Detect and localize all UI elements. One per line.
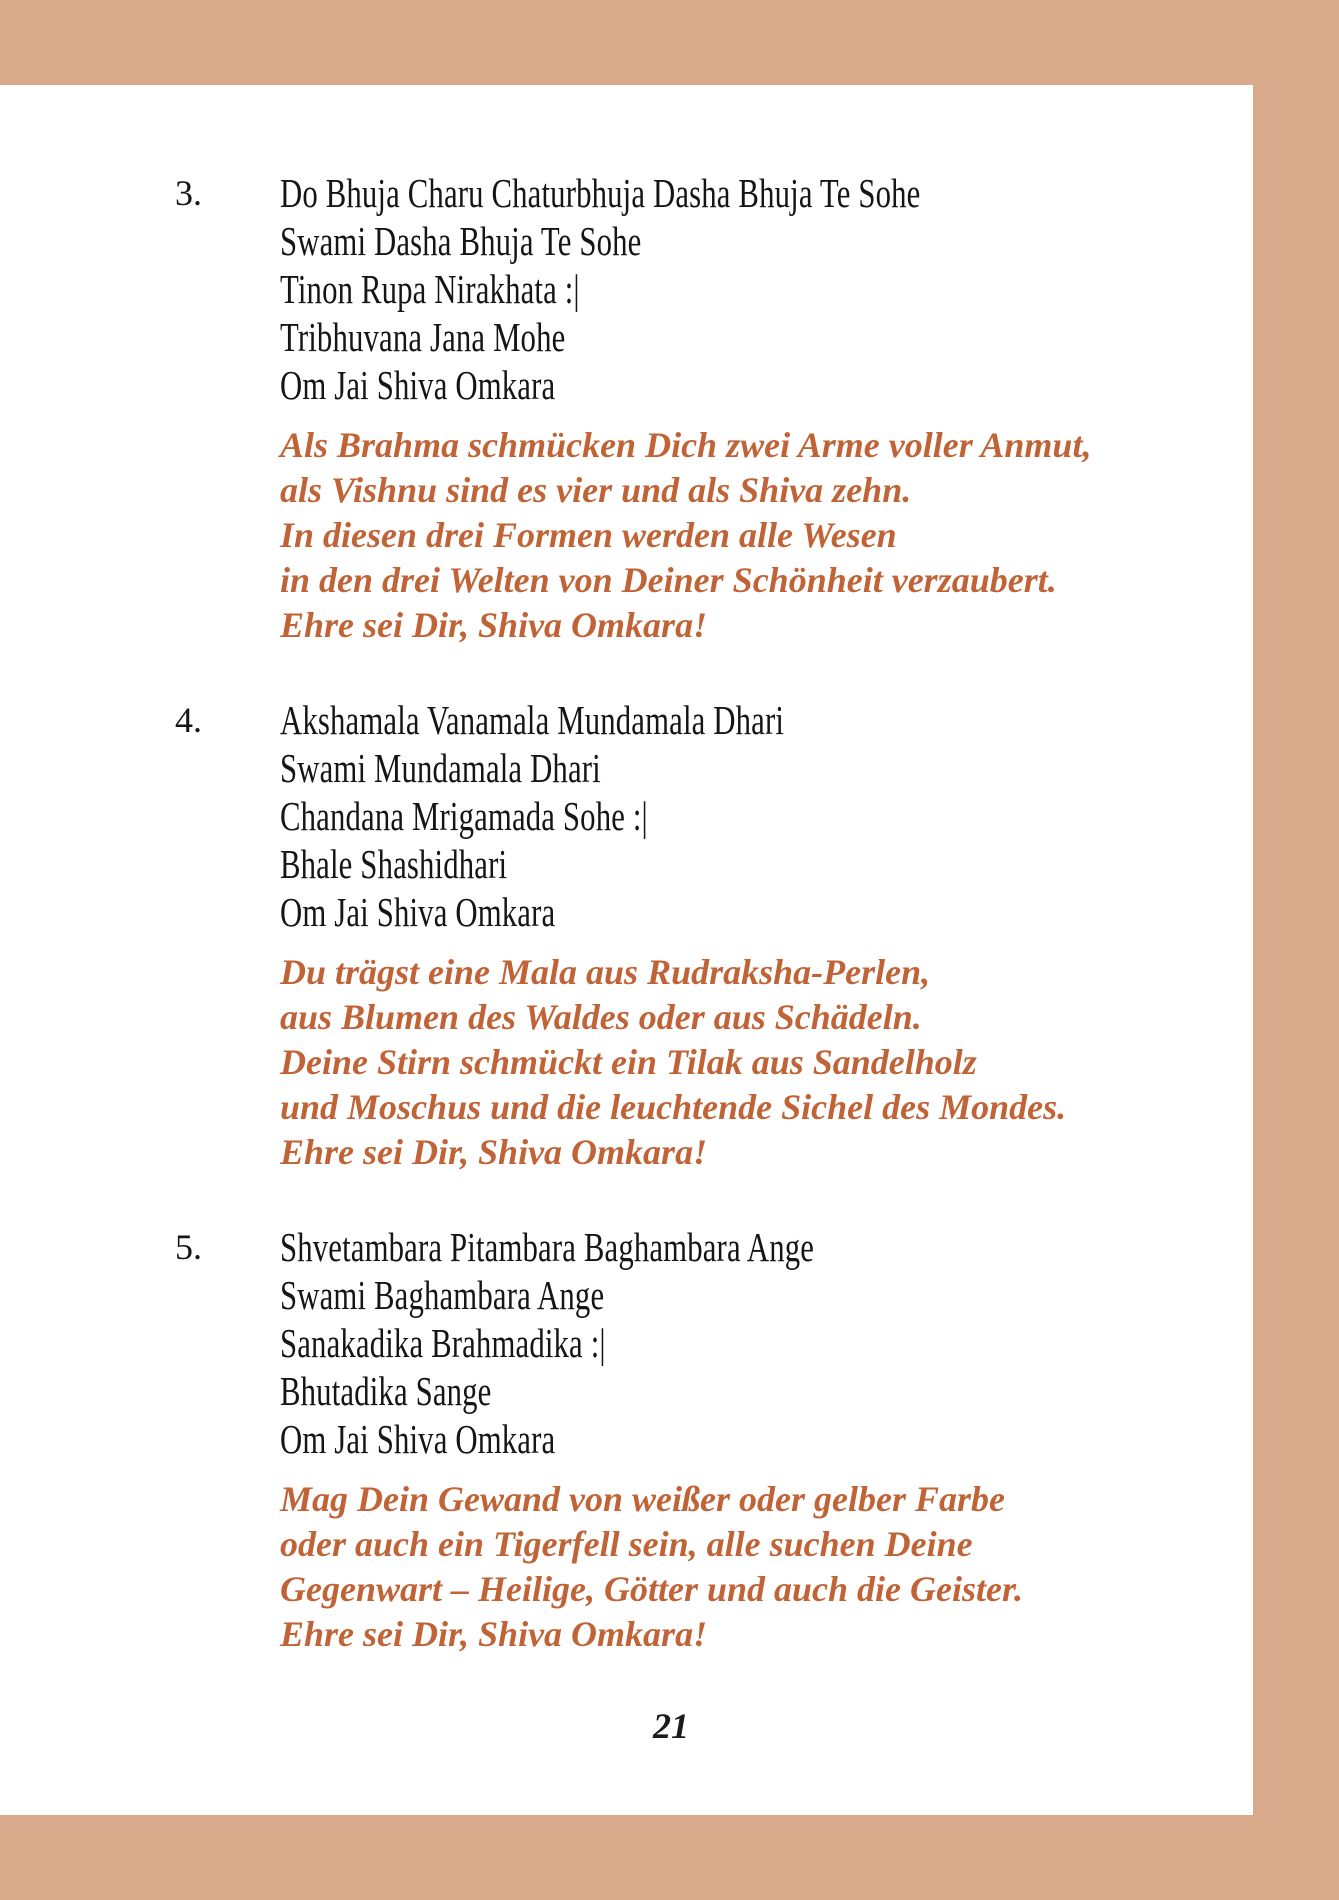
verse-line: Bhutadika Sange [280, 1368, 492, 1414]
page-number: 21 [653, 1706, 689, 1746]
translation-line: In diesen drei Formen werden alle Wesen [280, 515, 897, 555]
verse-3-lines [280, 169, 1254, 409]
verse-5 [0, 1223, 1254, 1463]
translation-line: Als Brahma schmücken Dich zwei Arme voller Anmut, [280, 425, 1092, 465]
verse-3-translation [0, 423, 1254, 648]
verse-line: Swami Mundamala Dhari [280, 745, 601, 791]
translation-line: aus Blumen des Waldes oder aus Schädeln. [280, 997, 922, 1037]
translation-line: Mag Dein Gewand von weißer oder gelber Farbe [280, 1479, 1005, 1519]
verse-line: Swami Dasha Bhuja Te Sohe [280, 218, 642, 264]
verse-3 [0, 169, 1254, 409]
translation-line: Ehre sei Dir, Shiva Omkara! [280, 1132, 708, 1172]
verse-5-lines [280, 1223, 1254, 1463]
verse-5-number: 5. [175, 1227, 202, 1267]
verse-4-translation [0, 950, 1254, 1175]
verse-line: Akshamala Vanamala Mundamala Dhari [280, 697, 785, 743]
verse-5-translation [0, 1477, 1254, 1657]
translation-line: Du trägst eine Mala aus Rudraksha-Perlen, [280, 952, 931, 992]
verse-line: Tinon Rupa Nirakhata :| [280, 266, 580, 312]
verse-3-number: 3. [175, 173, 202, 213]
verse-4-number: 4. [175, 700, 202, 740]
verse-line: Do Bhuja Charu Chaturbhuja Dasha Bhuja Te Sohe [280, 170, 921, 216]
translation-line: Ehre sei Dir, Shiva Omkara! [280, 605, 708, 645]
verse-line: Om Jai Shiva Omkara [280, 889, 556, 935]
translation-line: Ehre sei Dir, Shiva Omkara! [280, 1614, 708, 1654]
verse-line: Swami Baghambara Ange [280, 1272, 605, 1318]
verse-line: Om Jai Shiva Omkara [280, 362, 556, 408]
page-border-bottom [0, 1815, 1339, 1900]
translation-line: Deine Stirn schmückt ein Tilak aus Sandelholz [280, 1042, 977, 1082]
verse-line: Om Jai Shiva Omkara [280, 1416, 556, 1462]
verse-line: Chandana Mrigamada Sohe :| [280, 793, 648, 839]
verse-4-lines [280, 696, 1254, 936]
translation-line: als Vishnu sind es vier und als Shiva zehn. [280, 470, 912, 510]
verse-line: Tribhuvana Jana Mohe [280, 314, 566, 360]
verse-line: Sanakadika Brahmadika :| [280, 1320, 606, 1366]
translation-line: in den drei Welten von Deiner Schönheit verzaubert. [280, 560, 1057, 600]
translation-line: Gegenwart – Heilige, Götter und auch die Geister. [280, 1569, 1023, 1609]
verse-line: Bhale Shashidhari [280, 841, 508, 887]
translation-line: oder auch ein Tigerfell sein, alle suchen Deine [280, 1524, 973, 1564]
verse-line: Shvetambara Pitambara Baghambara Ange [280, 1224, 815, 1270]
verse-4 [0, 696, 1254, 936]
page-border-right [1253, 0, 1339, 1900]
translation-line: und Moschus und die leuchtende Sichel des Mondes. [280, 1087, 1067, 1127]
